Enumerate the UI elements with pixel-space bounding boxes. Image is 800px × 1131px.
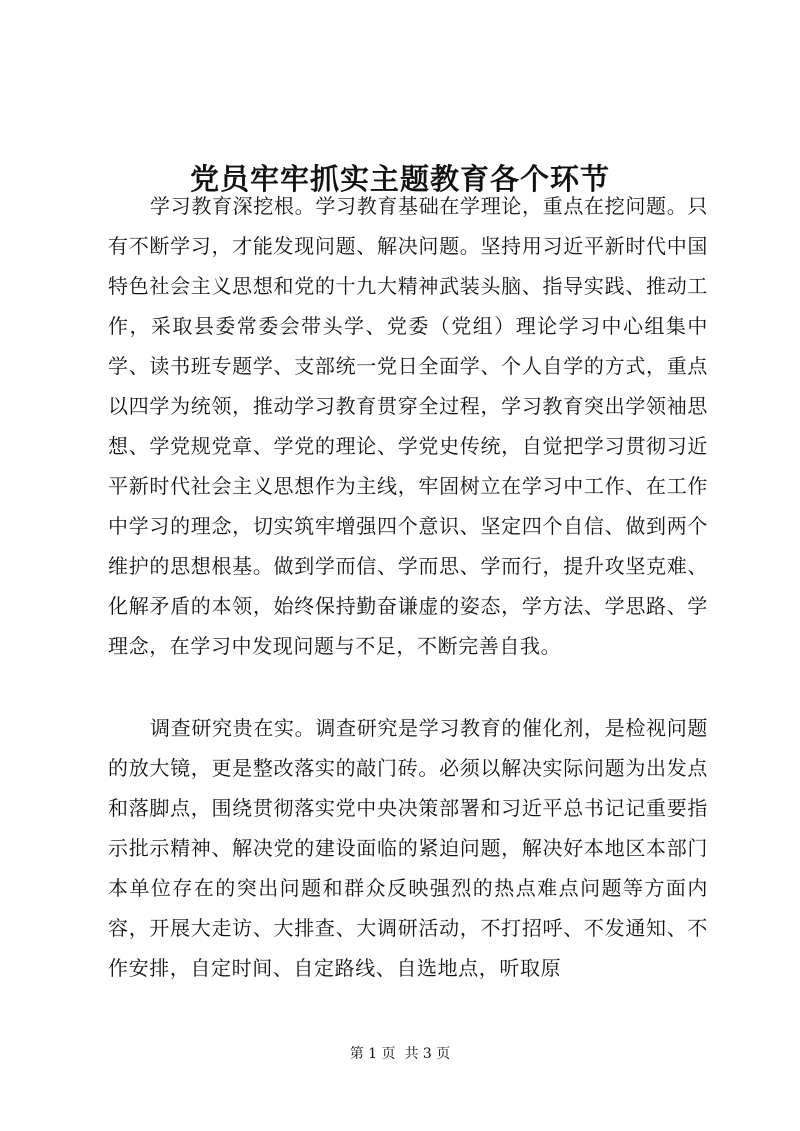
- page-footer: [0, 1044, 800, 1064]
- paragraph-investigation-research: 调查研究贵在实。调查研究是学习教育的催化剂，是检视问题的放大镜，更是整改落实的敲门砖。必须以解决实际问题为出发点和落脚点，围绕贯彻落实党中央决策部署和习近平总书记记重要指示批示精神、解决党的建设面临的紧迫问题，解决好本地区本部门本单位存在的突出问题和群众反映强烈的热点难点问题等方面内容，开展大走访、大排查、大调研活动，不打招呼、不发通知、不作安排，自定时间、自定路线、自选地点，听取原: [108, 716, 708, 980]
- page-number-label: 第 1 页 共 3 页: [349, 1046, 451, 1062]
- paragraph-study-education: 学习教育深挖根。学习教育基础在学理论，重点在挖问题。只有不断学习，才能发现问题、解决问题。坚持用习近平新时代中国特色社会主义思想和党的十九大精神武装头脑、指导实践、推动工作，采取县委常委会带头学、党委（党组）理论学习中心组集中学、读书班专题学、支部统一党日全面学、个人自学的方式，重点以四学为统领，推动学习教育贯穿全过程，学习教育突出学领袖思想、学党规党章、学党的理论、学党史传统，自觉把学习贯彻习近平新时代社会主义思想作为主线，牢固树立在学习中工作、在工作中学习的理念，切实筑牢增强四个意识、坚定四个自信、做到两个维护的思想根基。做到学而信、学而思、学而行，提升攻坚克难、化解矛盾的本领，始终保持勤奋谦虚的姿态，学方法、学思路、学理念，在学习中发现问题与不足，不断完善自我。: [108, 194, 708, 658]
- document-title: 党员牢牢抓实主题教育各个环节: [189, 162, 610, 197]
